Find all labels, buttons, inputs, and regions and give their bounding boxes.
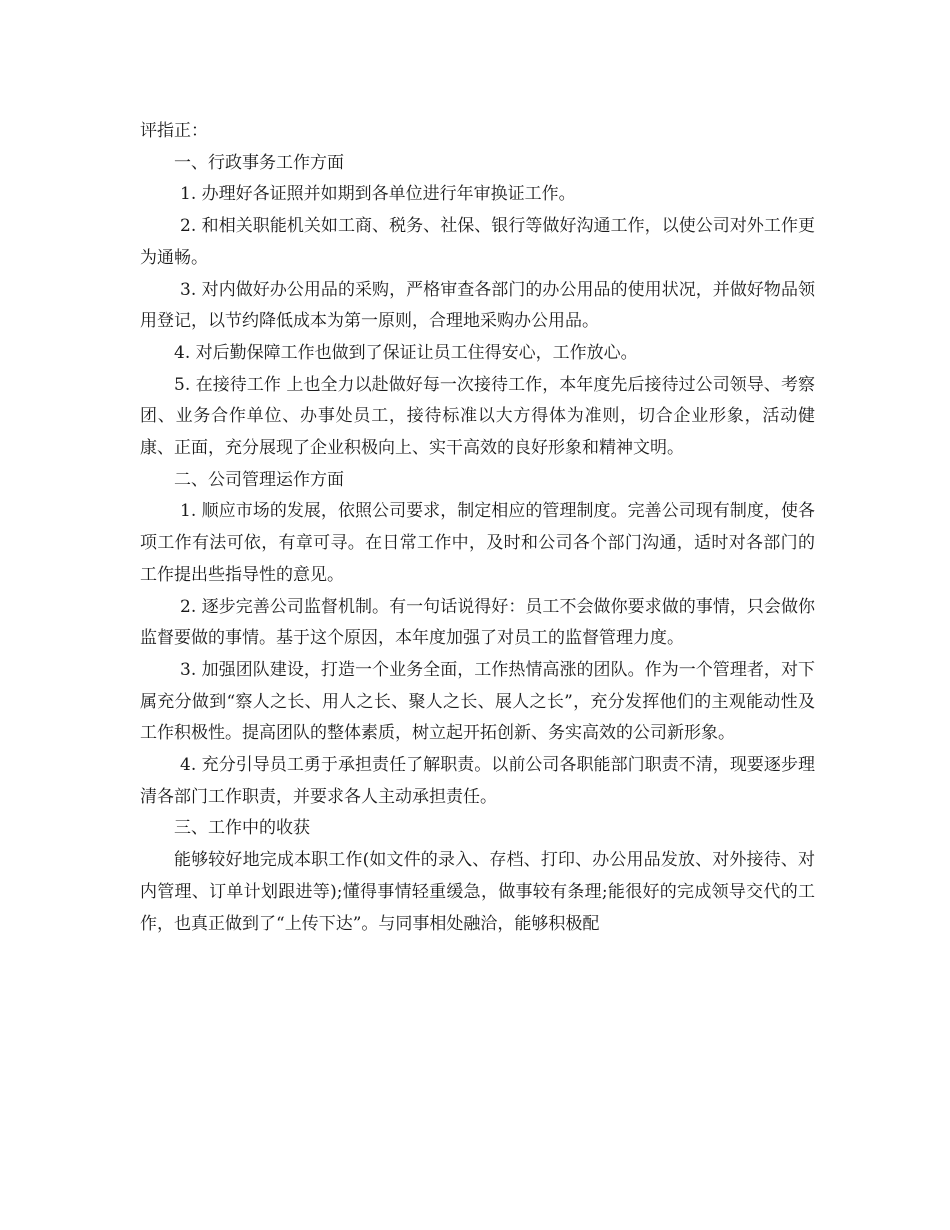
list-item: 1. 办理好各证照并如期到各单位进行年审换证工作。: [180, 184, 576, 205]
section-heading-admin: 一、行政事务工作方面: [174, 152, 344, 173]
list-item: 3. 加强团队建设，打造一个业务全面，工作热情高涨的团队。作为一个管理者，对下属充分做到“察人之长、用人之长、聚人之长、展人之长”，充分发挥他们的主观能动性及工作积极性。提高团队的整体素质，树立起开拓创新、务实高效的公司新形象。: [140, 659, 815, 744]
document-body: [140, 116, 815, 940]
list-item: 3. 对内做好办公用品的采购，严格审查各部门的办公用品的使用状况，并做好物品领用登记，以节约降低成本为第一原则，合理地采购办公用品。: [140, 279, 815, 332]
list-item: 2. 逐步完善公司监督机制。有一句话说得好：员工不会做你要求做的事情，只会做你监督要做的事情。基于这个原因，本年度加强了对员工的监督管理力度。: [140, 596, 815, 649]
list-item: 5. 在接待工作 上也全力以赴做好每一次接待工作，本年度先后接待过公司领导、考察团、业务合作单位、办事处员工，接待标准以大方得体为准则，切合企业形象，活动健康、正面，充分展现了企业积极向上、实干高效的良好形象和精神文明。: [140, 374, 815, 459]
section-heading-management: 二、公司管理运作方面: [174, 469, 344, 490]
paragraph-intro: 评指正：: [140, 121, 208, 141]
list-item: 2. 和相关职能机关如工商、税务、社保、银行等做好沟通工作，以使公司对外工作更为通畅。: [140, 216, 815, 268]
section-heading-gains: 三、工作中的收获: [174, 818, 310, 839]
paragraph-gains: 能够较好地完成本职工作(如文件的录入、存档、打印、办公用品发放、对外接待、对内管理、订单计划跟进等);懂得事情轻重缓急，做事较有条理;能很好的完成领导交代的工作，也真正做到了“上传下达”。与同事相处融洽，能够积极配: [140, 850, 815, 934]
list-item: 4. 充分引导员工勇于承担责任了解职责。以前公司各职能部门职责不清，现要逐步理清各部门工作职责，并要求各人主动承担责任。: [140, 755, 815, 807]
list-item: 4. 对后勤保障工作也做到了保证让员工住得安心，工作放心。: [174, 342, 638, 363]
list-item: 1. 顺应市场的发展，依照公司要求，制定相应的管理制度。完善公司现有制度，使各项工作有法可依，有章可寻。在日常工作中，及时和公司各个部门沟通，适时对各部门的工作提出些指导性的意见。: [140, 501, 815, 585]
